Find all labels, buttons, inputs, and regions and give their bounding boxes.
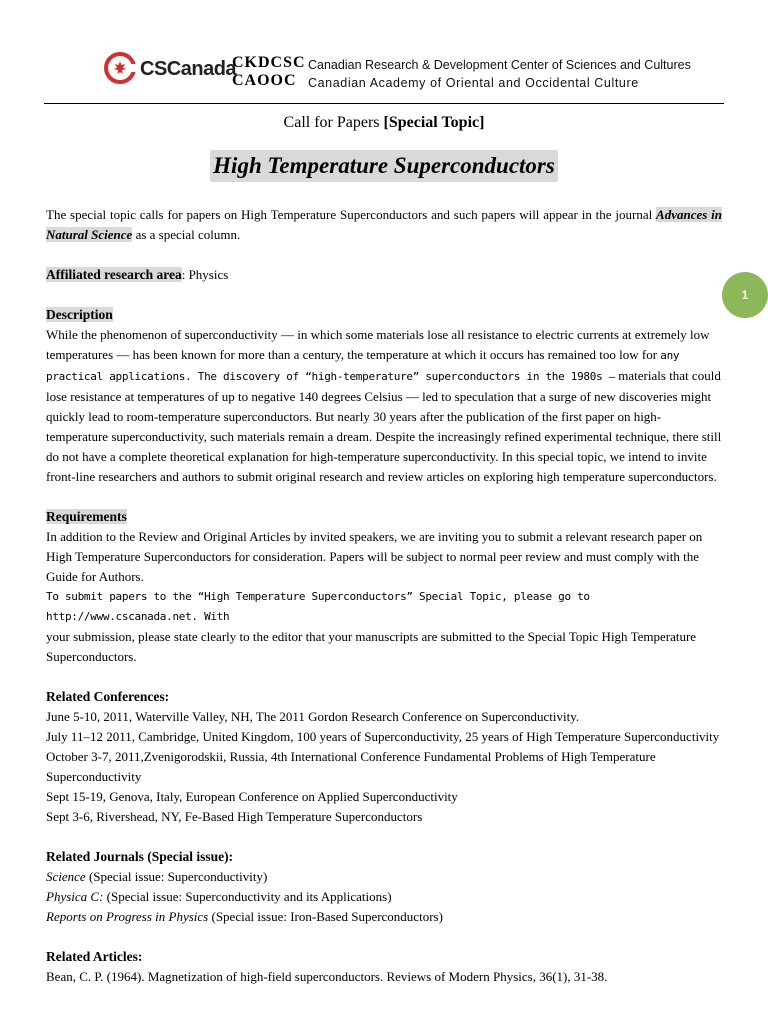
journal-item: [46, 867, 722, 887]
journal-item-note: (Special issue: Superconductivity): [85, 869, 268, 884]
org-names: [308, 56, 691, 92]
journal-item-name: Science: [46, 869, 86, 884]
journal-item-name: Reports on Progress in Physics: [46, 909, 209, 924]
conferences-heading: Related Conferences:: [46, 689, 170, 704]
org-code-2: CAOOC: [232, 72, 297, 89]
title-wrap: [0, 150, 768, 182]
articles-heading: Related Articles:: [46, 949, 143, 964]
journal-item-name: Physica C:: [46, 889, 104, 904]
requirements-text-sans: To submit papers to the “High Temperature Superconductors” Special Topic, please go to http://www.cscanada.net. With: [46, 590, 590, 623]
call-for-papers: [0, 114, 768, 132]
intro-paragraph: [46, 205, 722, 245]
affiliated-label: Affiliated research area: [46, 267, 182, 282]
intro-text-end: as a special column.: [132, 227, 241, 242]
org-codes: [232, 54, 306, 90]
cscanada-logo-icon: [104, 52, 136, 84]
call-prefix: Call for Papers: [283, 114, 384, 131]
requirements-heading: Requirements: [46, 509, 127, 524]
org-code-1: CKDCSC: [232, 54, 306, 71]
org-name-1: Canadian Research & Development Center of Sciences and Cultures: [308, 58, 691, 72]
description-text-sans: any practical applications. The discovery of “high-temperature” superconductors in the 1980s —: [46, 349, 680, 383]
requirements-text-2: your submission, please state clearly to the editor that your manuscripts are submitted to the Special Topic High Temperature Superconductors.: [46, 629, 697, 664]
journal-name: Advances in Natural Science: [46, 207, 722, 242]
conference-item: Sept 15-19, Genova, Italy, European Conference on Applied Superconductivity: [46, 789, 458, 804]
description-heading: Description: [46, 307, 113, 322]
description-text-1: While the phenomenon of superconductivity — in which some materials lose all resistance to electric currents at extremely low temperatures — has been known for more than a century, the temperature at which it occurs has remained too low for: [46, 327, 710, 362]
affiliated-value: : Physics: [181, 267, 229, 282]
document-body: [46, 205, 722, 987]
conference-item: October 3-7, 2011,Zvenigorodskii, Russia, 4th International Conference Fundamental Problems of High Temperature Superconductivity: [46, 749, 656, 784]
page-header: [44, 48, 724, 100]
description-paragraph: [46, 325, 722, 487]
description-text-2: materials that could lose resistance at temperatures of up to negative 140 degrees Celsius — led to speculation that a surge of new discoveries might quickly lead to room-temperature superconductors. But nearly 30 years after the publication of the first paper on high-temperature superconductivity, such materials remain a dream. Despite the increasingly refined experimental technique, there still do not have a complete theoretical explanation for high-temperature superconductivity. In this special topic, we intend to invite front-line researchers and authors to submit original research and review articles on exploring high temperature superconductors.: [46, 368, 722, 484]
conference-item: Sept 3-6, Rivershead, NY, Fe-Based High Temperature Superconductors: [46, 809, 423, 824]
call-tag: [Special Topic]: [383, 114, 485, 131]
org-name-2: Canadian Academy of Oriental and Occidental Culture: [308, 76, 639, 90]
requirements-heading-row: [46, 507, 722, 527]
affiliated-area: [46, 265, 722, 285]
requirements-text-1: In addition to the Review and Original Articles by invited speakers, we are inviting you to submit a relevant research paper on High Temperature Superconductors for consideration. Papers will be subject to normal peer review and must comply with the Guide for Authors.: [46, 529, 703, 584]
journal-item: [46, 887, 722, 907]
journal-item-note: (Special issue: Iron-Based Superconductors): [208, 909, 443, 924]
page-title: High Temperature Superconductors: [210, 150, 558, 182]
journals-heading: Related Journals (Special issue):: [46, 849, 234, 864]
article-item: Bean, C. P. (1964). Magnetization of high-field superconductors. Reviews of Modern Physics, 36(1), 31-38.: [46, 969, 608, 984]
journal-item-note: (Special issue: Superconductivity and its Applications): [103, 889, 392, 904]
journal-item: [46, 907, 722, 927]
description-heading-row: [46, 305, 722, 325]
intro-text: The special topic calls for papers on High Temperature Superconductors and such papers will appear in the journal: [46, 207, 657, 222]
conference-item: June 5-10, 2011, Waterville Valley, NH, The 2011 Gordon Research Conference on Superconductivity.: [46, 709, 580, 724]
page-number-badge: 1: [722, 272, 768, 318]
header-divider: [44, 103, 724, 104]
logo-text: CSCanada: [140, 58, 237, 80]
conference-item: July 11–12 2011, Cambridge, United Kingdom, 100 years of Superconductivity, 25 years of High Temperature Superconductivity: [46, 729, 720, 744]
